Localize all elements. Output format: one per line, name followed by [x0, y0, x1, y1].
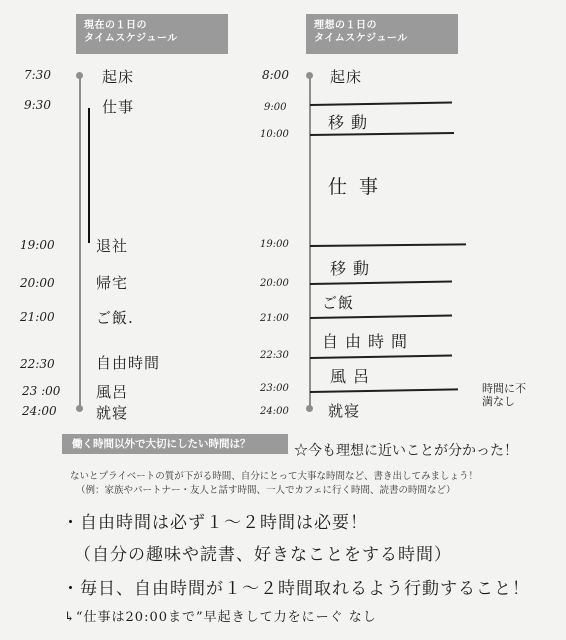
current-header-line2: タイムスケジュール	[84, 33, 178, 44]
current-activity: 仕事	[102, 98, 135, 116]
instruction-line1: ないとプライベートの質が下がる時間、自分にとって大事な時間など、書き出してみましょう！	[70, 471, 479, 482]
current-activity: 退社	[96, 237, 129, 255]
ideal-divider	[310, 102, 452, 106]
ideal-activity: 自由時間	[322, 332, 415, 351]
ideal-time-label: 23:00	[260, 383, 289, 394]
ideal-divider	[310, 281, 452, 285]
ideal-side-note: 時間に不満なし	[482, 382, 526, 408]
ideal-activity: 移動	[328, 113, 375, 132]
current-time-label: 23 :00	[22, 384, 61, 398]
current-time-label: 21:00	[20, 310, 55, 324]
ideal-divider	[310, 243, 466, 246]
instruction-line2: （例：家族やパートナー・友人と話す時間、一人でカフェに行く時間、読書の時間など）	[76, 485, 456, 496]
current-time-label: 22:30	[20, 357, 55, 371]
current-activity: 就寝	[96, 404, 129, 422]
ideal-time-label: 21:00	[260, 313, 289, 324]
answer-line4: ↳“仕事は20:00まで”早起きして力をにーぐ なし	[64, 610, 377, 625]
answer-line2: （自分の趣味や読書、好きなことをする時間）	[74, 545, 452, 565]
ideal-activity: 就寝	[328, 402, 361, 420]
current-activity: 帰宅	[96, 274, 129, 292]
ideal-header-line2: タイムスケジュール	[314, 33, 408, 44]
current-activity: 風呂	[96, 383, 129, 401]
ideal-time-label: 19:00	[260, 239, 289, 250]
ideal-activity: 起床	[330, 68, 363, 86]
ideal-header-line1: 理想の１日の	[314, 20, 377, 31]
current-time-label: 7:30	[24, 68, 51, 82]
answer-line3: ・毎日、自由時間が１〜２時間取れるよう行動すること！	[62, 579, 530, 599]
ideal-time-label: 8:00	[262, 68, 289, 82]
ideal-time-label: 9:00	[264, 102, 287, 113]
current-timeline-axis	[79, 76, 81, 410]
ideal-divider	[310, 355, 452, 359]
current-work-span-bar	[88, 108, 90, 243]
ideal-divider	[310, 315, 452, 319]
current-schedule-header	[76, 14, 228, 54]
current-header-line1: 現在の１日の	[84, 20, 147, 31]
ideal-divider	[310, 388, 458, 392]
ideal-time-label: 24:00	[260, 406, 289, 417]
question-banner: 働く時間以外で大切にしたい時間は？	[62, 434, 288, 454]
answer-line1: ・自由時間は必ず１〜２時間は必要！	[62, 513, 368, 533]
current-time-label: 20:00	[20, 276, 55, 290]
exclaim-note: ☆今も理想に近いことが分かった！	[294, 443, 518, 459]
ideal-time-label: 10:00	[260, 129, 289, 140]
ideal-activity: 風呂	[330, 367, 377, 386]
current-activity: 自由時間	[96, 354, 161, 372]
current-time-label: 9:30	[24, 98, 51, 112]
ideal-activity: ご飯	[322, 294, 355, 312]
current-activity: 起床	[102, 68, 135, 86]
ideal-activity: 仕事	[328, 176, 391, 198]
current-time-label: 19:00	[20, 238, 55, 252]
ideal-time-label: 22:30	[260, 350, 289, 361]
current-timeline-end-dot	[76, 405, 83, 412]
ideal-timeline-end-dot	[306, 405, 313, 412]
current-time-label: 24:00	[22, 404, 57, 418]
current-activity: ご飯.	[96, 309, 134, 327]
ideal-timeline-start-dot	[306, 72, 313, 79]
ideal-time-label: 20:00	[260, 278, 289, 289]
ideal-schedule-header	[306, 14, 458, 54]
current-timeline-start-dot	[76, 72, 83, 79]
ideal-activity: 移動	[330, 259, 377, 278]
ideal-timeline-axis	[309, 76, 311, 410]
